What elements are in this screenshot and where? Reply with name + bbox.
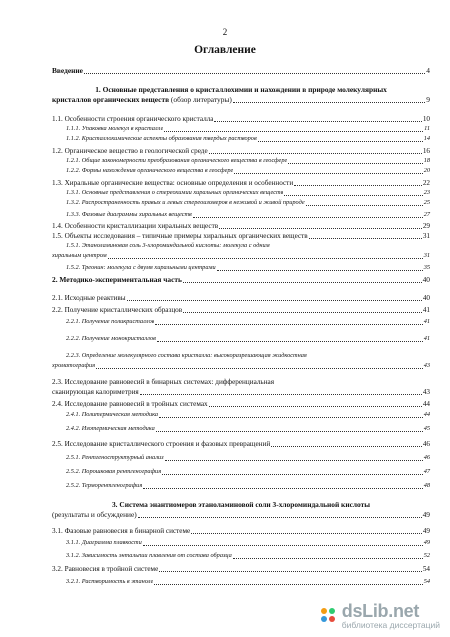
toc-entry-page: 49 (422, 510, 430, 519)
toc-entry-2-2-2[interactable] (52, 334, 430, 344)
toc-entry-title: 1.3.3. Фазовые диаграммы хиральных веществ (66, 211, 192, 218)
toc-entry-page: 43 (422, 388, 430, 396)
toc-entry-2-1[interactable] (52, 293, 430, 303)
toc-entry-title-cont: хроматография (52, 362, 96, 369)
toc-entry-page: 49 (422, 527, 430, 535)
toc-entry-title: 1.5.2. Треонин: молекула с двумя хиральными центрами (66, 264, 216, 271)
toc-entry-title: 1.1.2. Кристаллохимические аспекты образования твердых растворов (66, 135, 257, 142)
toc-entry-page: 29 (422, 222, 430, 230)
toc-entry-page: 31 (422, 232, 430, 240)
toc-entry-1-1-2[interactable] (52, 134, 430, 144)
toc-entry-intro[interactable] (52, 66, 430, 76)
toc-entry-page: 54 (423, 578, 430, 585)
toc-entry-title: 1.5. Объекты исследования – типичные примеры хиральных органических веществ (52, 232, 308, 240)
toc-entry-title: 1.4. Особенности кристаллизации хиральных веществ (52, 222, 219, 230)
dslib-watermark[interactable] (318, 602, 440, 630)
toc-entry-2-4-1[interactable] (52, 410, 430, 420)
toc-entry-title: 1.3.2. Распространенность правых и левых стереоизомеров в неживой и живой природе (66, 199, 305, 206)
toc-entry-page: 23 (423, 189, 430, 196)
toc-entry-title: 2.4. Исследование равновесий в тройных системах (52, 400, 208, 408)
toc-entry-2-2-1[interactable] (52, 317, 430, 327)
toc-entry-page: 45 (423, 425, 430, 432)
toc-entry-page: 44 (423, 411, 430, 418)
dslib-logo-icon (318, 605, 338, 625)
toc-entry-3-2-1[interactable] (52, 577, 430, 587)
toc-entry-1-2-2[interactable] (52, 166, 430, 176)
toc-entry-2-2-3[interactable] (52, 351, 430, 371)
toc-entry-title: 2.5. Исследование кристаллического строения и фазовых превращений (52, 440, 271, 448)
toc-entry-page: 31 (423, 252, 430, 259)
toc-entry-title: 2.2.2. Получение монокристаллов (66, 335, 156, 342)
toc-entry-page: 25 (423, 199, 430, 206)
toc-entry-chapter-3[interactable] (52, 500, 430, 520)
toc-entry-1-3-2[interactable] (52, 198, 430, 208)
toc-entry-1-1[interactable] (52, 114, 430, 124)
toc-entry-title: 1.1.1. Упаковка молекул в кристалле (66, 125, 164, 132)
toc-entry-3-1[interactable] (52, 526, 430, 536)
toc-entry-3-2[interactable] (52, 564, 430, 574)
toc-entry-title: 2.5.1. Рентгеноструктурный анализ (66, 454, 164, 461)
toc-entry-title: 3.1.2. Зависимость энтальпии плавления от состава образца (66, 552, 232, 559)
toc-entry-2-5-3[interactable] (52, 481, 430, 491)
toc-entry-title: 1.3. Хиральные органические вещества: основные определения и особенности (52, 179, 294, 187)
toc-entry-page: 20 (423, 167, 430, 174)
toc-entry-page: 40 (422, 294, 430, 302)
toc-entry-1-4[interactable] (52, 221, 430, 231)
toc-entry-page: 54 (422, 565, 430, 573)
toc-entry-title: 1.5.1. Этаноламиновая соль 3-хлороминдальной кислоты: молекула с одним (66, 242, 270, 249)
toc-entry-title-bold: кристаллов органических веществ (52, 95, 170, 104)
toc-entry-title: 1.3.1. Основные представления о стереохимии хиральных органических веществ (66, 189, 284, 196)
toc-entry-title: 3.2. Равновесия в тройной системе (52, 565, 159, 573)
toc-entry-page: 10 (422, 115, 430, 123)
toc-entry-title: 2.1. Исходные реактивы (52, 294, 126, 302)
page-number: 2 (222, 27, 228, 37)
toc-entry-2-5-1[interactable] (52, 453, 430, 463)
toc-entry-page: 43 (423, 362, 430, 369)
toc-entry-page: 27 (423, 211, 430, 218)
toc-entry-title: 1.1. Особенности строения органического кристалла (52, 115, 214, 123)
toc-entry-1-5-1[interactable] (52, 241, 430, 261)
toc-entry-title: 2.2. Получение кристаллических образцов (52, 306, 183, 314)
toc-entry-title-cont: сканирующая калориметрия (52, 388, 139, 396)
toc-entry-1-3-3[interactable] (52, 210, 430, 220)
page-title: Оглавление (194, 44, 256, 56)
toc-entry-page: 46 (423, 454, 430, 461)
toc-entry-1-2-1[interactable] (52, 156, 430, 166)
logo-dot-green (329, 608, 335, 614)
toc-entry-1-3-1[interactable] (52, 188, 430, 198)
toc-entry-chapter-1[interactable] (52, 85, 430, 105)
toc-entry-page: 18 (423, 157, 430, 164)
toc-entry-title: 2.2.1. Получение поликристаллов (66, 318, 155, 325)
toc-entry-title: 3. Система энантиомеров этаноламиновой соли 3-хлороминдальной кислоты (111, 500, 371, 509)
toc-entry-1-2[interactable] (52, 146, 430, 156)
toc-entry-page: 14 (423, 135, 430, 142)
toc-entry-page: 49 (423, 539, 430, 546)
toc-entry-2-4-2[interactable] (52, 424, 430, 434)
toc-entry-title: 1. Основные представления о кристаллохимии и нахождении в природе молекулярных (95, 85, 387, 94)
toc-entry-title: 3.1. Фазовые равновесия в бинарной системе (52, 527, 191, 535)
toc-entry-page: 16 (422, 147, 430, 155)
toc-entry-1-3[interactable] (52, 178, 430, 188)
toc-entry-title: 2.5.2. Терморентгенография (66, 482, 143, 489)
toc-entry-page: 47 (423, 468, 430, 475)
toc-entry-2-2[interactable] (52, 305, 430, 315)
watermark-brand: dsLib.net (341, 600, 420, 621)
toc-entry-title: 3.2.1. Растворимость в этаноле (66, 578, 154, 585)
toc-entry-chapter-2[interactable] (52, 275, 430, 285)
toc-entry-title: Введение (52, 66, 83, 75)
logo-dot-blue (321, 616, 327, 622)
toc-entry-title: 1.2.2. Формы нахождения органического вещества в геосфере (66, 167, 234, 174)
toc-entry-2-4[interactable] (52, 399, 430, 409)
toc-entry-page: 35 (423, 264, 430, 271)
watermark-subtitle: библиотека диссертаций (341, 619, 440, 630)
toc-entry-2-5[interactable] (52, 439, 430, 449)
logo-dot-orange (321, 608, 327, 614)
toc-entry-page: 4 (426, 66, 430, 75)
toc-entry-title: 3.1.1. Диаграмма плавкости (66, 539, 142, 546)
toc-entry-page: 11 (424, 125, 430, 132)
toc-entry-title: 1.2. Органическое вещество в геологической среде (52, 147, 208, 155)
toc-entry-3-1-2[interactable] (52, 551, 430, 561)
toc-entry-title: 1.2.1. Общие закономерности преобразования органического вещества в геосфере (66, 157, 288, 164)
toc-entry-page: 22 (422, 179, 430, 187)
toc-entry-title: 2.5.2. Порошковая рентгенография (66, 468, 162, 475)
toc-entry-page: 40 (422, 275, 430, 284)
toc-entry-page: 48 (423, 482, 430, 489)
toc-entry-2-5-2[interactable] (52, 467, 430, 477)
toc-entry-page: 9 (426, 95, 430, 104)
toc-entry-page: 44 (422, 400, 430, 408)
toc-entry-page: 52 (423, 552, 430, 559)
toc-entry-title: 2.3. Исследование равновесий в бинарных системах: дифференциальная (52, 378, 275, 386)
toc-entry-title: 2. Методико-экспериментальная часть (52, 275, 182, 284)
toc-entry-2-3[interactable] (52, 377, 430, 397)
toc-entry-title-cont: хиральным центром (52, 252, 107, 259)
toc-entry-page: 41 (423, 335, 430, 342)
toc-entry-title: 2.4.1. Политермическая методика (66, 411, 159, 418)
logo-dot-red (329, 616, 335, 622)
toc-entry-3-1-1[interactable] (52, 538, 430, 548)
toc-entry-page: 41 (422, 306, 430, 314)
toc-entry-1-5-2[interactable] (52, 263, 430, 273)
toc-entry-page: 46 (422, 440, 430, 448)
toc-entry-title: 2.2.3. Определение молекулярного состава кристалла: высокоразрешающая жидкостная (66, 352, 307, 359)
toc-entry-1-1-1[interactable] (52, 124, 430, 134)
toc-entry-1-5[interactable] (52, 231, 430, 241)
toc-entry-title: 2.4.2. Изотермическая методика (66, 425, 155, 432)
toc-entry-page: 41 (423, 318, 430, 325)
toc-entry-title-cont: (результаты и обсуждение) (52, 510, 137, 519)
toc-entry-title-rest: (обзор литературы) (169, 95, 232, 104)
